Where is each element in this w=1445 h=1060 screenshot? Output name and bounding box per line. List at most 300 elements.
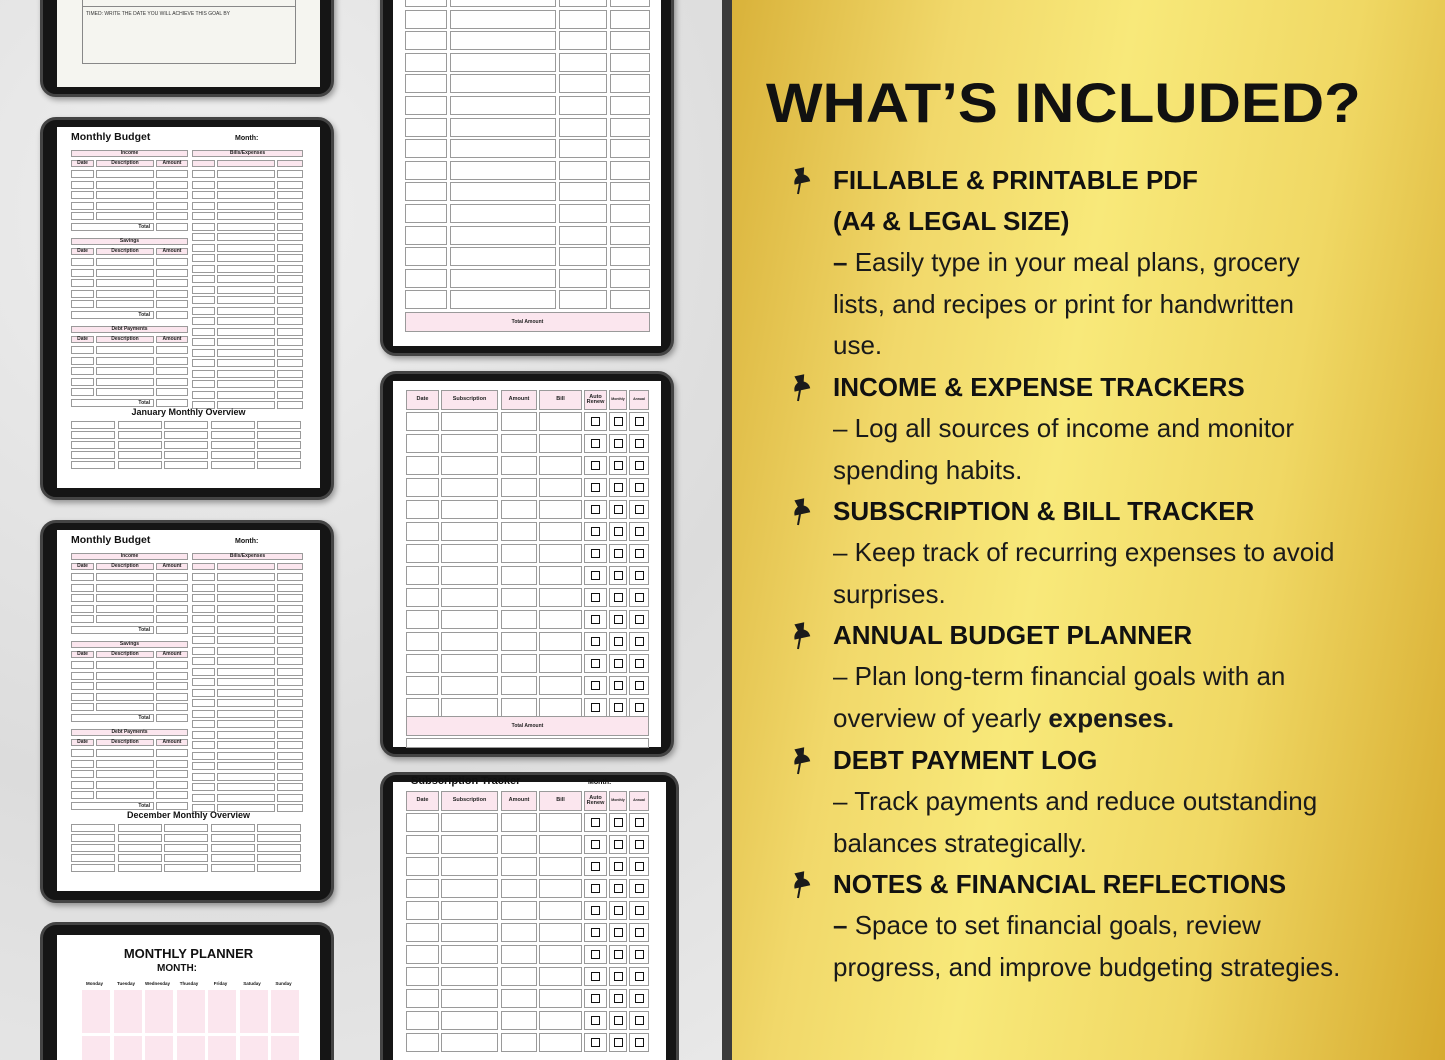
input-cell <box>217 573 275 581</box>
input-cell <box>217 626 275 634</box>
input-cell <box>406 566 439 585</box>
input-cell <box>192 170 215 178</box>
input-cell <box>610 247 650 266</box>
input-cell <box>192 626 215 634</box>
input-cell <box>277 584 303 592</box>
input-cell <box>559 118 607 137</box>
checkbox-icon[interactable] <box>614 417 623 426</box>
column-header: Date <box>71 563 94 570</box>
input-cell <box>539 857 582 876</box>
checkbox-icon[interactable] <box>614 527 623 536</box>
checkbox-icon[interactable] <box>635 818 644 827</box>
input-cell <box>539 456 582 475</box>
input-cell <box>501 610 537 629</box>
checkbox-icon[interactable] <box>635 505 644 514</box>
input-cell <box>96 212 154 220</box>
input-cell <box>539 610 582 629</box>
checkbox-cell <box>629 500 649 519</box>
checkbox-icon[interactable] <box>614 972 623 981</box>
checkbox-icon[interactable] <box>614 928 623 937</box>
input-cell <box>192 584 215 592</box>
input-cell <box>501 835 537 854</box>
column-header: Description <box>96 248 154 255</box>
checkbox-icon[interactable] <box>591 571 600 580</box>
description-text: overview of yearly <box>833 702 1049 733</box>
input-cell <box>441 835 498 854</box>
input-cell <box>559 53 607 72</box>
input-cell <box>277 265 303 273</box>
checkbox-icon[interactable] <box>614 1038 623 1047</box>
pushpin-icon <box>790 373 814 403</box>
checkbox-icon[interactable] <box>635 615 644 624</box>
checkbox-cell <box>609 901 627 920</box>
column-header: Monthly <box>609 791 627 811</box>
description-text: spending habits. <box>833 454 1023 485</box>
input-cell <box>71 269 94 277</box>
overview-cell <box>257 834 301 842</box>
input-cell <box>277 328 303 336</box>
dash: – <box>833 247 848 277</box>
column-header: Date <box>71 248 94 255</box>
input-cell <box>539 500 582 519</box>
day-label: Monday <box>85 981 103 986</box>
checkbox-icon[interactable] <box>635 461 644 470</box>
input-cell <box>441 654 498 673</box>
checkbox-icon[interactable] <box>591 659 600 668</box>
column-header: Subscription <box>441 791 498 811</box>
input-cell <box>441 500 498 519</box>
checkbox-cell <box>584 967 607 986</box>
input-cell <box>450 31 556 50</box>
checkbox-icon[interactable] <box>591 928 600 937</box>
input-cell <box>217 328 275 336</box>
checkbox-cell <box>584 857 607 876</box>
input-cell <box>406 989 439 1008</box>
input-cell <box>610 74 650 93</box>
input-cell <box>192 647 215 655</box>
input-cell <box>405 247 447 266</box>
checkbox-icon[interactable] <box>591 549 600 558</box>
input-cell <box>217 286 275 294</box>
feature-title: DEBT PAYMENT LOG <box>833 745 1098 775</box>
checkbox-icon[interactable] <box>614 950 623 959</box>
input-cell <box>539 654 582 673</box>
subscription-tablet-2-screen <box>393 775 666 1060</box>
checkbox-icon[interactable] <box>591 615 600 624</box>
overview-cell <box>118 864 162 872</box>
input-cell <box>192 794 215 802</box>
checkbox-icon[interactable] <box>635 994 644 1003</box>
input-cell <box>539 412 582 431</box>
checkbox-icon[interactable] <box>591 906 600 915</box>
input-cell <box>441 879 498 898</box>
column-header: Description <box>96 160 154 167</box>
input-cell <box>217 783 275 791</box>
checkbox-cell <box>584 1011 607 1030</box>
input-cell <box>277 626 303 634</box>
overview-cell <box>211 431 255 439</box>
input-cell <box>406 923 439 942</box>
input-cell <box>96 191 154 199</box>
checkbox-icon[interactable] <box>614 615 623 624</box>
checkbox-icon[interactable] <box>635 483 644 492</box>
checkbox-cell <box>609 945 627 964</box>
input-cell <box>405 290 447 309</box>
input-cell <box>405 53 447 72</box>
input-cell <box>277 573 303 581</box>
feature-description <box>833 823 1420 865</box>
day-label: Wednesday <box>145 981 170 986</box>
checkbox-icon[interactable] <box>614 840 623 849</box>
input-cell <box>539 813 582 832</box>
input-cell <box>450 161 556 180</box>
input-cell <box>277 338 303 346</box>
input-cell <box>156 682 188 690</box>
input-cell <box>501 456 537 475</box>
input-cell <box>277 223 303 231</box>
total-label: Total <box>71 626 154 634</box>
checkbox-icon[interactable] <box>614 637 623 646</box>
input-cell <box>277 244 303 252</box>
checkbox-icon[interactable] <box>614 818 623 827</box>
input-cell <box>71 781 94 789</box>
checkbox-icon[interactable] <box>635 571 644 580</box>
column-header: Bill <box>539 390 582 410</box>
section-header: Bills/Expenses <box>192 150 303 157</box>
section-header: Income <box>71 553 188 560</box>
input-cell <box>559 247 607 266</box>
checkbox-icon[interactable] <box>591 840 600 849</box>
input-cell <box>501 412 537 431</box>
feature-title: ANNUAL BUDGET PLANNER <box>833 620 1193 650</box>
checkbox-icon[interactable] <box>591 505 600 514</box>
input-cell <box>192 244 215 252</box>
checkbox-icon[interactable] <box>591 461 600 470</box>
checkbox-icon[interactable] <box>614 461 623 470</box>
input-cell <box>501 566 537 585</box>
feature-description <box>833 325 1420 367</box>
description-text: lists, and recipes or print for handwritten <box>833 288 1294 319</box>
checkbox-icon[interactable] <box>635 681 644 690</box>
input-cell <box>450 10 556 29</box>
checkbox-icon[interactable] <box>614 994 623 1003</box>
feature-title: SUBSCRIPTION & BILL TRACKER <box>833 496 1255 526</box>
checkbox-icon[interactable] <box>614 571 623 580</box>
checkbox-icon[interactable] <box>635 972 644 981</box>
overview-cell <box>211 824 255 832</box>
checkbox-icon[interactable] <box>614 681 623 690</box>
input-cell <box>192 731 215 739</box>
checkbox-icon[interactable] <box>635 906 644 915</box>
day-label: Sunday <box>275 981 292 986</box>
checkbox-icon[interactable] <box>635 417 644 426</box>
input-cell <box>277 359 303 367</box>
checkbox-icon[interactable] <box>614 549 623 558</box>
checkbox-icon[interactable] <box>591 681 600 690</box>
input-cell <box>192 710 215 718</box>
input-cell <box>71 279 94 287</box>
description-text: – Log all sources of income and monitor <box>833 413 1295 443</box>
overview-cell <box>164 844 208 852</box>
checkbox-cell <box>629 412 649 431</box>
checkbox-icon[interactable] <box>591 950 600 959</box>
column-header <box>192 563 215 570</box>
input-cell <box>277 699 303 707</box>
input-cell <box>539 588 582 607</box>
checkbox-icon[interactable] <box>591 884 600 893</box>
checkbox-cell <box>629 632 649 651</box>
input-cell <box>501 1033 537 1052</box>
input-cell <box>406 412 439 431</box>
feature-description <box>833 450 1420 492</box>
checkbox-icon[interactable] <box>614 659 623 668</box>
total-cell <box>156 399 188 407</box>
checkbox-cell <box>629 698 649 717</box>
checkbox-cell <box>609 923 627 942</box>
checkbox-cell <box>584 544 607 563</box>
input-cell <box>156 191 188 199</box>
input-cell <box>156 367 188 375</box>
day-cell <box>240 1036 268 1060</box>
column-header: Description <box>96 651 154 658</box>
checkbox-icon[interactable] <box>635 1016 644 1025</box>
input-cell <box>217 275 275 283</box>
checkbox-icon[interactable] <box>591 1038 600 1047</box>
input-cell <box>450 53 556 72</box>
checkbox-cell <box>584 901 607 920</box>
checkbox-icon[interactable] <box>614 703 623 712</box>
input-cell <box>610 53 650 72</box>
input-cell <box>610 269 650 288</box>
checkbox-cell <box>584 456 607 475</box>
overview-cell <box>118 834 162 842</box>
input-cell <box>406 434 439 453</box>
panel-heading: WHAT’S INCLUDED? <box>766 71 1361 134</box>
column-header: Description <box>96 336 154 343</box>
input-cell <box>539 989 582 1008</box>
input-cell <box>96 367 154 375</box>
input-cell <box>405 96 447 115</box>
input-cell <box>217 170 275 178</box>
checkbox-icon[interactable] <box>635 950 644 959</box>
input-cell <box>71 290 94 298</box>
total-cell <box>156 223 188 231</box>
checkbox-icon[interactable] <box>635 439 644 448</box>
day-cell <box>145 990 173 1033</box>
input-cell <box>96 693 154 701</box>
input-cell <box>539 967 582 986</box>
input-cell <box>156 672 188 680</box>
checkbox-icon[interactable] <box>591 417 600 426</box>
input-cell <box>217 689 275 697</box>
overview-cell <box>164 461 208 469</box>
column-header <box>217 563 275 570</box>
input-cell <box>405 0 447 7</box>
input-cell <box>539 676 582 695</box>
input-cell <box>71 357 94 365</box>
input-cell <box>441 456 498 475</box>
input-cell <box>217 594 275 602</box>
checkbox-icon[interactable] <box>591 527 600 536</box>
input-cell <box>406 676 439 695</box>
checkbox-icon[interactable] <box>591 593 600 602</box>
checkbox-cell <box>609 544 627 563</box>
checkbox-cell <box>629 544 649 563</box>
overview-cell <box>71 431 115 439</box>
total-row: Total Amount <box>405 312 650 332</box>
input-cell <box>441 412 498 431</box>
checkbox-cell <box>609 632 627 651</box>
input-cell <box>71 615 94 623</box>
overview-cell <box>71 824 115 832</box>
planner-month-label: MONTH: <box>157 963 197 974</box>
description-text: progress, and improve budgeting strategies. <box>833 951 1341 982</box>
column-header: Bill <box>539 791 582 811</box>
input-cell <box>539 945 582 964</box>
checkbox-cell <box>629 566 649 585</box>
overview-cell <box>118 431 162 439</box>
overview-cell <box>257 844 301 852</box>
checkbox-icon[interactable] <box>614 884 623 893</box>
checkbox-icon[interactable] <box>591 637 600 646</box>
input-cell <box>610 139 650 158</box>
input-cell <box>192 202 215 210</box>
checkbox-icon[interactable] <box>614 862 623 871</box>
day-cell <box>114 1036 142 1060</box>
checkbox-icon[interactable] <box>635 703 644 712</box>
overview-cell <box>164 824 208 832</box>
input-cell <box>156 703 188 711</box>
column-header <box>277 563 303 570</box>
day-cell <box>82 990 110 1033</box>
input-cell <box>277 605 303 613</box>
input-cell <box>539 923 582 942</box>
input-cell <box>450 139 556 158</box>
input-cell <box>71 749 94 757</box>
overview-cell <box>71 834 115 842</box>
input-cell <box>192 773 215 781</box>
input-cell <box>405 10 447 29</box>
input-cell <box>277 668 303 676</box>
checkbox-cell <box>584 813 607 832</box>
input-cell <box>71 594 94 602</box>
input-cell <box>406 813 439 832</box>
checkbox-icon[interactable] <box>591 439 600 448</box>
input-cell <box>217 647 275 655</box>
input-cell <box>277 731 303 739</box>
month-label: Month: <box>235 538 259 545</box>
feature-description <box>833 532 1420 574</box>
pushpin-icon <box>790 746 814 776</box>
input-cell <box>71 672 94 680</box>
checkbox-cell <box>609 500 627 519</box>
checkbox-icon[interactable] <box>635 1038 644 1047</box>
overview-cell <box>211 461 255 469</box>
checkbox-icon[interactable] <box>635 862 644 871</box>
checkbox-icon[interactable] <box>591 703 600 712</box>
overview-cell <box>164 834 208 842</box>
checkbox-icon[interactable] <box>614 439 623 448</box>
input-cell <box>501 632 537 651</box>
input-cell <box>277 380 303 388</box>
checkbox-icon[interactable] <box>591 483 600 492</box>
input-cell <box>539 522 582 541</box>
checkbox-icon[interactable] <box>614 1016 623 1025</box>
feature-item <box>800 740 1420 864</box>
checkbox-icon[interactable] <box>614 906 623 915</box>
overview-cell <box>164 421 208 429</box>
input-cell <box>441 923 498 942</box>
input-cell <box>217 731 275 739</box>
checkbox-cell <box>609 456 627 475</box>
input-cell <box>450 204 556 223</box>
checkbox-icon[interactable] <box>635 659 644 668</box>
input-cell <box>217 391 275 399</box>
column-header: Amount <box>156 563 188 570</box>
checkbox-icon[interactable] <box>635 527 644 536</box>
checkbox-icon[interactable] <box>591 972 600 981</box>
overview-cell <box>164 431 208 439</box>
column-header: Date <box>71 336 94 343</box>
page-title: Monthly Budget <box>71 131 151 143</box>
checkbox-icon[interactable] <box>591 1016 600 1025</box>
input-cell <box>71 367 94 375</box>
input-cell <box>96 749 154 757</box>
feature-description <box>833 284 1420 326</box>
checkbox-icon[interactable] <box>635 884 644 893</box>
input-cell <box>156 693 188 701</box>
checkbox-icon[interactable] <box>591 994 600 1003</box>
overview-cell <box>164 864 208 872</box>
checkbox-icon[interactable] <box>635 840 644 849</box>
checkbox-cell <box>629 522 649 541</box>
checkbox-icon[interactable] <box>614 593 623 602</box>
checkbox-icon[interactable] <box>591 818 600 827</box>
checkbox-cell <box>629 434 649 453</box>
input-cell <box>539 434 582 453</box>
input-cell <box>217 338 275 346</box>
checkbox-icon[interactable] <box>614 505 623 514</box>
subscription-tablet-screen <box>393 381 661 747</box>
input-cell <box>406 879 439 898</box>
checkbox-cell <box>609 610 627 629</box>
checkbox-icon[interactable] <box>635 928 644 937</box>
input-cell <box>277 647 303 655</box>
input-cell <box>405 31 447 50</box>
input-cell <box>539 1033 582 1052</box>
column-header: Date <box>71 651 94 658</box>
checkbox-cell <box>609 1011 627 1030</box>
checkbox-icon[interactable] <box>635 637 644 646</box>
input-cell <box>441 544 498 563</box>
input-cell <box>192 307 215 315</box>
input-cell <box>192 605 215 613</box>
input-cell <box>156 781 188 789</box>
overview-cell <box>257 421 301 429</box>
checkbox-icon[interactable] <box>635 549 644 558</box>
checkbox-icon[interactable] <box>614 483 623 492</box>
checkbox-icon[interactable] <box>635 593 644 602</box>
input-cell <box>277 202 303 210</box>
input-cell <box>405 161 447 180</box>
checkbox-icon[interactable] <box>591 862 600 871</box>
input-cell <box>217 359 275 367</box>
input-cell <box>277 349 303 357</box>
input-cell <box>156 258 188 266</box>
column-header <box>192 160 215 167</box>
input-cell <box>559 226 607 245</box>
column-header: Annual <box>629 791 649 811</box>
